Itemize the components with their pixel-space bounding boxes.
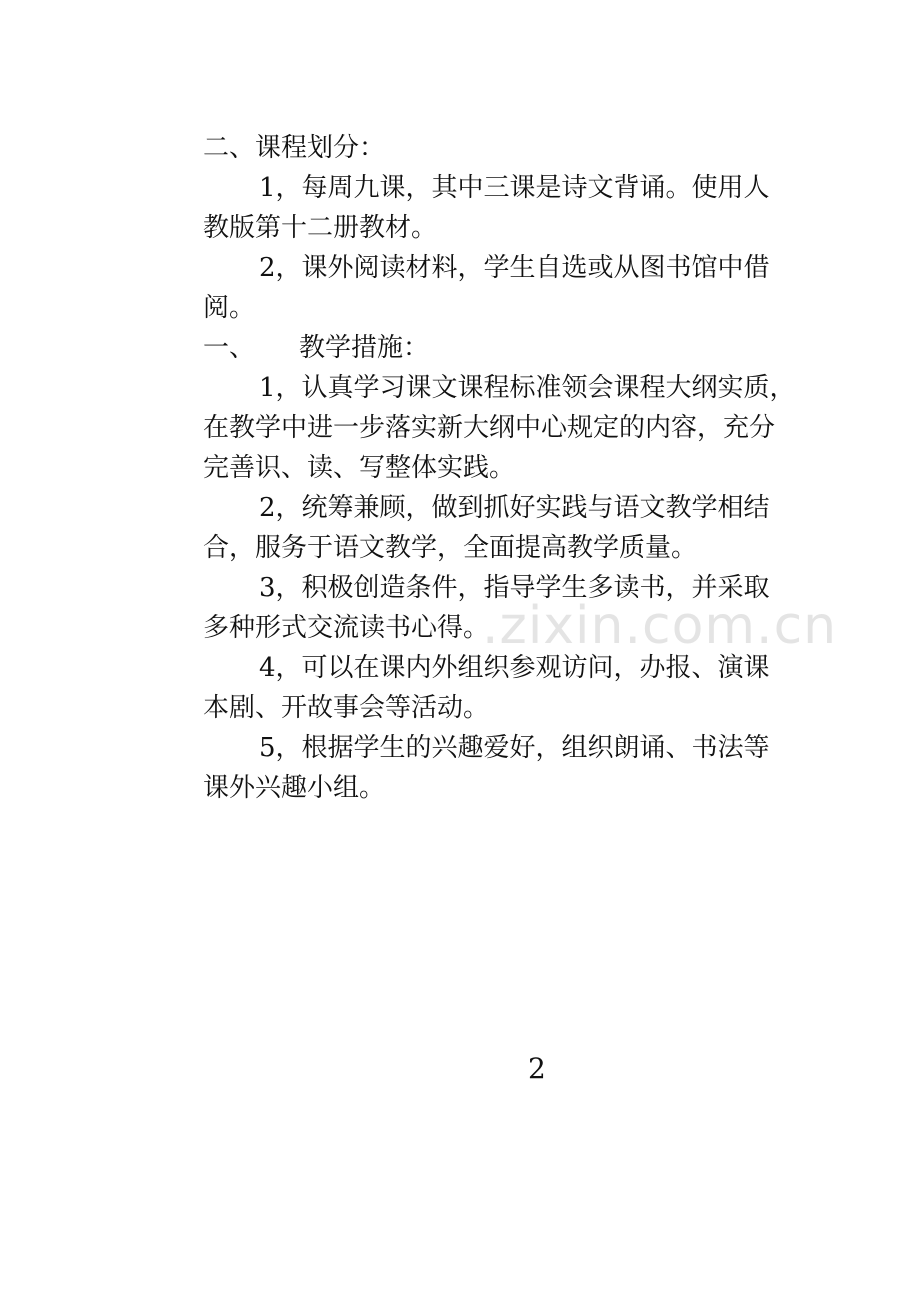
section-heading-course-division: 二、课程划分：	[203, 133, 386, 163]
section-heading-teaching-measures	[203, 328, 821, 368]
paragraph-line: 多种形式交流读书心得。	[203, 613, 490, 643]
document-body	[203, 128, 821, 808]
section-heading-number: 一、	[203, 333, 256, 363]
paragraph-line: 4，可以在课内外组织参观访问，办报、演课	[259, 653, 770, 683]
paragraph-line: 1，每周九课，其中三课是诗文背诵。使用人	[259, 173, 770, 203]
watermark: .zixin.com.cn	[482, 596, 838, 656]
paragraph-line: 课外兴趣小组。	[203, 773, 386, 803]
paragraph-line: 在教学中进一步落实新大纲中心规定的内容，充分	[203, 413, 776, 443]
paragraph-line: 3，积极创造条件，指导学生多读书，并采取	[259, 573, 770, 603]
paragraph-line: 合，服务于语文教学，全面提高教学质量。	[203, 533, 698, 563]
paragraph-line: 1，认真学习课文课程标准领会课程大纲实质，	[259, 373, 796, 403]
section-heading-text: 教学措施：	[299, 333, 430, 363]
paragraph-line: 2，统筹兼顾，做到抓好实践与语文教学相结	[259, 493, 770, 523]
page-number: 2	[528, 1052, 546, 1085]
paragraph-line: 本剧、开故事会等活动。	[203, 693, 490, 723]
paragraph-line: 教版第十二册教材。	[203, 213, 438, 243]
paragraph-line: 阅。	[203, 293, 256, 323]
paragraph-line: 5，根据学生的兴趣爱好，组织朗诵、书法等	[259, 733, 770, 763]
paragraph-line: 完善识、读、写整体实践。	[203, 453, 516, 483]
paragraph-line: 2，课外阅读材料，学生自选或从图书馆中借	[259, 253, 770, 283]
